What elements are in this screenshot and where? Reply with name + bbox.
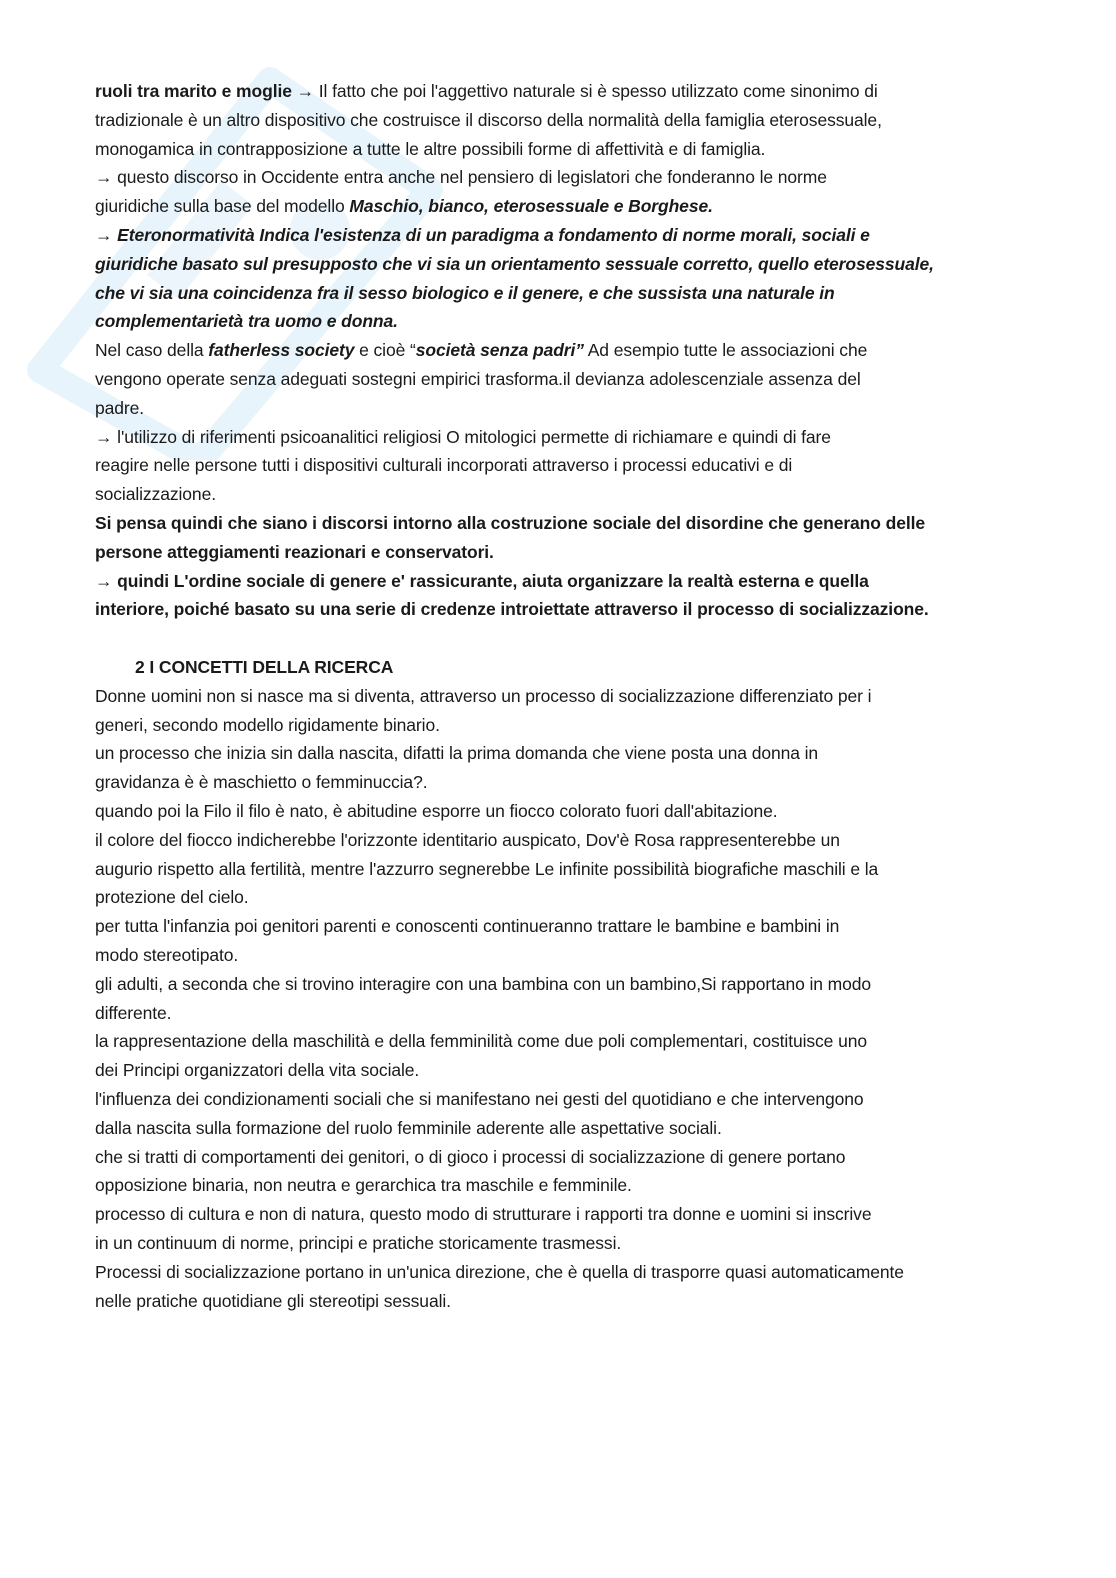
text-line: differente.	[95, 1002, 172, 1023]
bold-phrase: ruoli tra marito e moglie	[95, 81, 292, 101]
text-line: → questo discorso in Occidente entra anche nel pensiero di legislatori che fonderanno le norme	[95, 167, 827, 188]
text-span: Ad esempio tutte le associazioni che	[583, 340, 868, 361]
text-line	[95, 336, 995, 365]
arrow-glyph: →	[95, 224, 118, 245]
text-line: augurio rispetto alla fertilità, mentre l'azzurro segnerebbe Le infinite possibilità biografiche maschili e la	[95, 858, 879, 879]
text-span: → Il fatto che poi l'aggettivo naturale si è spesso utilizzato come sinonimo di	[291, 81, 878, 101]
text-line: giuridiche basato sul presupposto che vi sia un orientamento sessuale corretto, quello eterosessuale,	[95, 253, 934, 274]
text-line: interiore, poiché basato su una serie di credenze introiettate attraverso il processo di socializzazione.	[95, 599, 929, 620]
text-line: → quindi L'ordine sociale di genere e' rassicurante, aiuta organizzare la realtà esterna e quella	[95, 570, 869, 591]
text-span: e cioè “	[354, 340, 416, 361]
text-line: gli adulti, a seconda che si trovino interagire con una bambina con un bambino,Si rapportano in modo	[95, 973, 872, 994]
text-line	[95, 77, 995, 106]
text-line: generi, secondo modello rigidamente binario.	[95, 714, 440, 735]
section-heading: 2 I CONCETTI DELLA RICERCA	[135, 657, 394, 677]
text-line: protezione del cielo.	[95, 887, 249, 908]
text-span: Nel caso della	[95, 340, 209, 361]
text-line: monogamica in contrapposizione a tutte le altre possibili forme di affettività e di famiglia.	[95, 138, 766, 159]
text-line: dalla nascita sulla formazione del ruolo femminile aderente alle aspettative sociali.	[95, 1117, 722, 1138]
text-line: in un continuum di norme, principi e pratiche storicamente trasmessi.	[95, 1232, 622, 1253]
text-line: socializzazione.	[95, 484, 216, 505]
text-line: per tutta l'infanzia poi genitori parenti e conoscenti continueranno trattare le bambine e bambini in	[95, 916, 840, 937]
text-line: l'influenza dei condizionamenti sociali che si manifestano nei gesti del quotidiano e che intervengono	[95, 1088, 864, 1109]
text-line: gravidanza è è maschietto o femminuccia?.	[95, 772, 428, 793]
section-concetti-ricerca	[95, 653, 995, 1315]
text-line: un processo che inizia sin dalla nascita, difatti la prima domanda che viene posta una donna in	[95, 743, 819, 764]
text-line	[95, 192, 995, 221]
text-line: quando poi la Filo il filo è nato, è abitudine esporre un fiocco colorato fuori dall'abitazione.	[95, 800, 778, 821]
text-line: il colore del fiocco indicherebbe l'orizzonte identitario auspicato, Dov'è Rosa rappresenterebbe un	[95, 829, 840, 850]
text-line: che vi sia una coincidenza fra il sesso biologico e il genere, e che sussista una naturale in	[95, 282, 835, 303]
bold-italic-phrase: Maschio, bianco, eterosessuale e Borghese.	[349, 196, 713, 217]
text-line: padre.	[95, 397, 145, 418]
text-line: che si tratti di comportamenti dei genitori, o di gioco i processi di socializzazione di genere portano	[95, 1146, 846, 1167]
bold-italic-phrase: Eteronormatività Indica l'esistenza di un paradigma a fondamento di norme morali, sociali e	[117, 224, 870, 245]
bold-italic-phrase: fatherless society	[208, 340, 355, 361]
text-line	[95, 221, 995, 250]
text-line: opposizione binaria, non neutra e gerarchica tra maschile e femminile.	[95, 1175, 632, 1196]
text-line: modo stereotipato.	[95, 944, 239, 965]
text-line: tradizionale è un altro dispositivo che costruisce il discorso della normalità della famiglia eterosessuale,	[95, 109, 882, 130]
text-line: Processi di socializzazione portano in un'unica direzione, che è quella di trasporre quasi automaticamente	[95, 1261, 904, 1282]
text-line: Donne uomini non si nasce ma si diventa, attraverso un processo di socializzazione differenziato per i	[95, 685, 872, 706]
text-line: reagire nelle persone tutti i dispositivi culturali incorporati attraverso i processi educativi e di	[95, 455, 793, 476]
text-line: vengono operate senza adeguati sostegni empirici trasforma.il devianza adolescenziale assenza del	[95, 368, 861, 389]
text-line: nelle pratiche quotidiane gli stereotipi sessuali.	[95, 1290, 451, 1311]
text-line: → l'utilizzo di riferimenti psicoanalitici religiosi O mitologici permette di richiamare e quindi di fare	[95, 426, 831, 447]
section-eteronormativita	[95, 77, 995, 624]
text-line: dei Principi organizzatori della vita sociale.	[95, 1060, 420, 1081]
bold-italic-phrase: società senza padri”	[415, 340, 584, 361]
text-line: complementarietà tra uomo e donna.	[95, 311, 398, 332]
text-line: processo di cultura e non di natura, questo modo di strutturare i rapporti tra donne e uomini si inscrive	[95, 1204, 872, 1225]
text-line: Si pensa quindi che siano i discorsi intorno alla costruzione sociale del disordine che generano delle	[95, 512, 926, 533]
text-span: giuridiche sulla base del modello	[95, 196, 350, 217]
text-line: persone atteggiamenti reazionari e conservatori.	[95, 541, 494, 562]
text-line: la rappresentazione della maschilità e della femminilità come due poli complementari, costituisce uno	[95, 1031, 867, 1052]
